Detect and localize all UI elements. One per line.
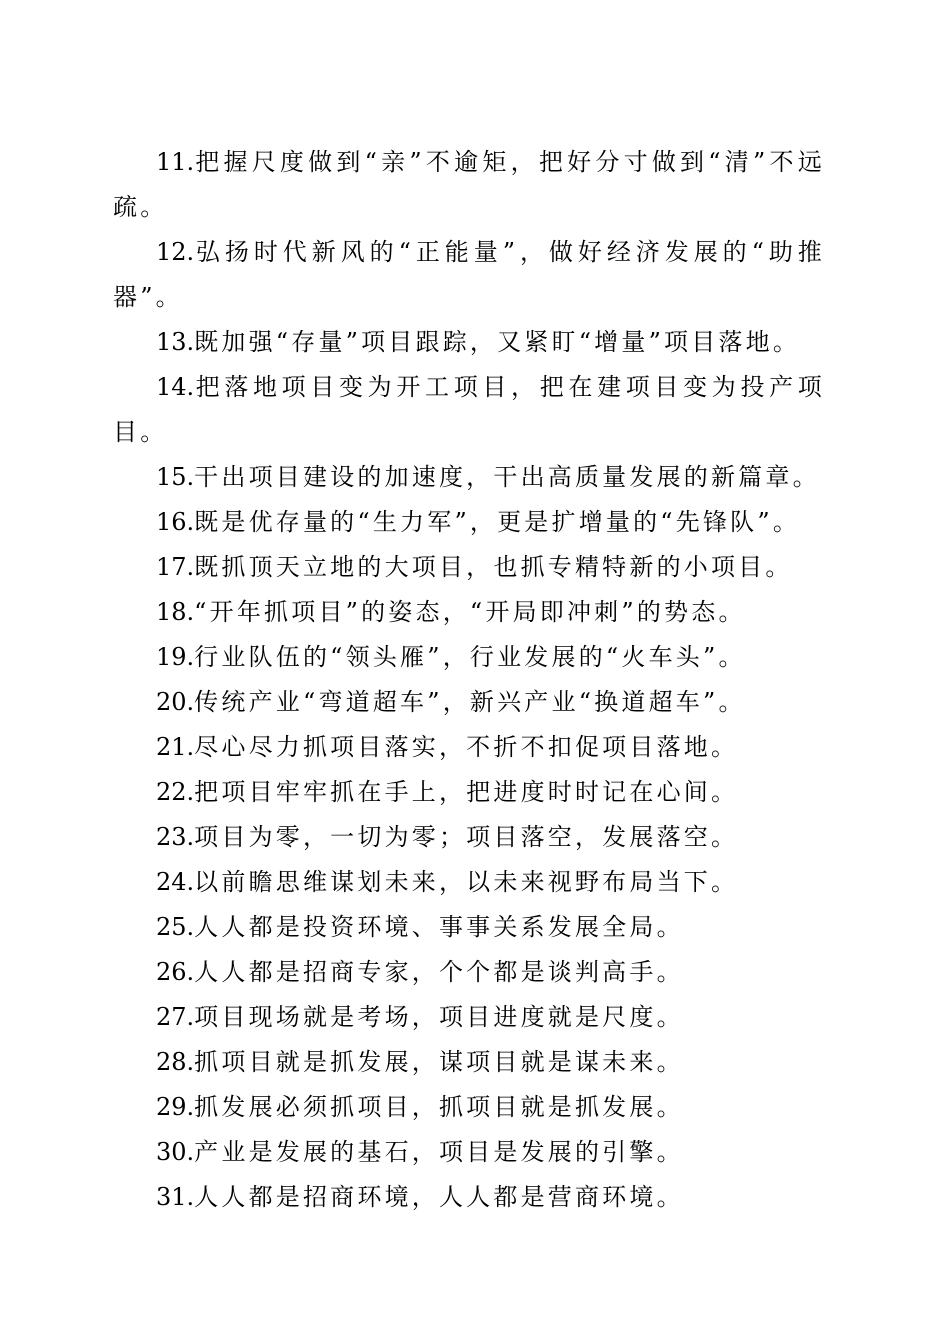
item-text: 项目现场就是考场，项目进度就是尺度。 <box>194 1003 684 1031</box>
item-text: 项目为零，一切为零；项目落空，发展落空。 <box>194 823 739 851</box>
item-number: 11. <box>156 148 195 176</box>
item-text: 人人都是招商专家，个个都是谈判高手。 <box>194 958 684 986</box>
item-text: 把落地项目变为开工项目，把在建项目变为投产项目。 <box>113 373 825 446</box>
list-item <box>113 590 825 635</box>
item-number: 31. <box>156 1183 195 1211</box>
item-number: 29. <box>156 1093 195 1121</box>
item-text: 抓项目就是抓发展，谋项目就是谋未来。 <box>194 1048 684 1076</box>
item-number: 17. <box>156 553 195 581</box>
item-number: 28. <box>156 1048 195 1076</box>
item-text: 抓发展必须抓项目，抓项目就是抓发展。 <box>194 1093 684 1121</box>
item-number: 14. <box>156 373 195 401</box>
list-item <box>113 365 825 455</box>
item-number: 20. <box>156 688 195 716</box>
list-item <box>113 500 825 545</box>
item-text: 既抓顶天立地的大项目，也抓专精特新的小项目。 <box>194 553 793 581</box>
item-number: 30. <box>156 1138 195 1166</box>
item-number: 13. <box>156 328 195 356</box>
list-item <box>113 455 825 500</box>
item-text: 弘扬时代新风的“正能量”，做好经济发展的“助推器”。 <box>113 238 825 311</box>
item-number: 16. <box>156 508 195 536</box>
list-item <box>113 770 825 815</box>
list-item <box>113 1175 825 1220</box>
list-item <box>113 320 825 365</box>
list-item <box>113 950 825 995</box>
list-item <box>113 545 825 590</box>
list-item <box>113 140 825 230</box>
item-number: 26. <box>156 958 195 986</box>
item-text: 传统产业“弯道超车”，新兴产业“换道超车”。 <box>194 688 746 716</box>
list-item <box>113 680 825 725</box>
item-number: 21. <box>156 733 195 761</box>
item-text: 人人都是招商环境，人人都是营商环境。 <box>194 1183 684 1211</box>
item-text: “开年抓项目”的姿态，“开局即冲刺”的势态。 <box>194 598 746 626</box>
list-item <box>113 1040 825 1085</box>
list-item <box>113 1130 825 1175</box>
list-item <box>113 860 825 905</box>
document-body <box>113 140 825 1220</box>
list-item <box>113 905 825 950</box>
item-text: 干出项目建设的加速度，干出高质量发展的新篇章。 <box>194 463 820 491</box>
item-text: 把项目牢牢抓在手上，把进度时时记在心间。 <box>194 778 739 806</box>
item-text: 既加强“存量”项目跟踪，又紧盯“增量”项目落地。 <box>194 328 801 356</box>
item-text: 以前瞻思维谋划未来，以未来视野布局当下。 <box>194 868 739 896</box>
list-item <box>113 995 825 1040</box>
item-number: 12. <box>156 238 195 266</box>
item-text: 人人都是投资环境、事事关系发展全局。 <box>194 913 684 941</box>
item-number: 19. <box>156 643 195 671</box>
list-item <box>113 1085 825 1130</box>
item-number: 15. <box>156 463 195 491</box>
item-text: 产业是发展的基石，项目是发展的引擎。 <box>194 1138 684 1166</box>
list-item <box>113 230 825 320</box>
list-item <box>113 725 825 770</box>
item-number: 18. <box>156 598 195 626</box>
item-number: 23. <box>156 823 195 851</box>
list-item <box>113 635 825 680</box>
item-text: 行业队伍的“领头雁”，行业发展的“火车头”。 <box>194 643 746 671</box>
item-number: 24. <box>156 868 195 896</box>
item-text: 既是优存量的“生力军”，更是扩增量的“先锋队”。 <box>194 508 801 536</box>
item-number: 25. <box>156 913 195 941</box>
list-item <box>113 815 825 860</box>
item-text: 把握尺度做到“亲”不逾矩，把好分寸做到“清”不远疏。 <box>113 148 825 221</box>
item-text: 尽心尽力抓项目落实，不折不扣促项目落地。 <box>194 733 739 761</box>
item-number: 27. <box>156 1003 195 1031</box>
item-number: 22. <box>156 778 195 806</box>
